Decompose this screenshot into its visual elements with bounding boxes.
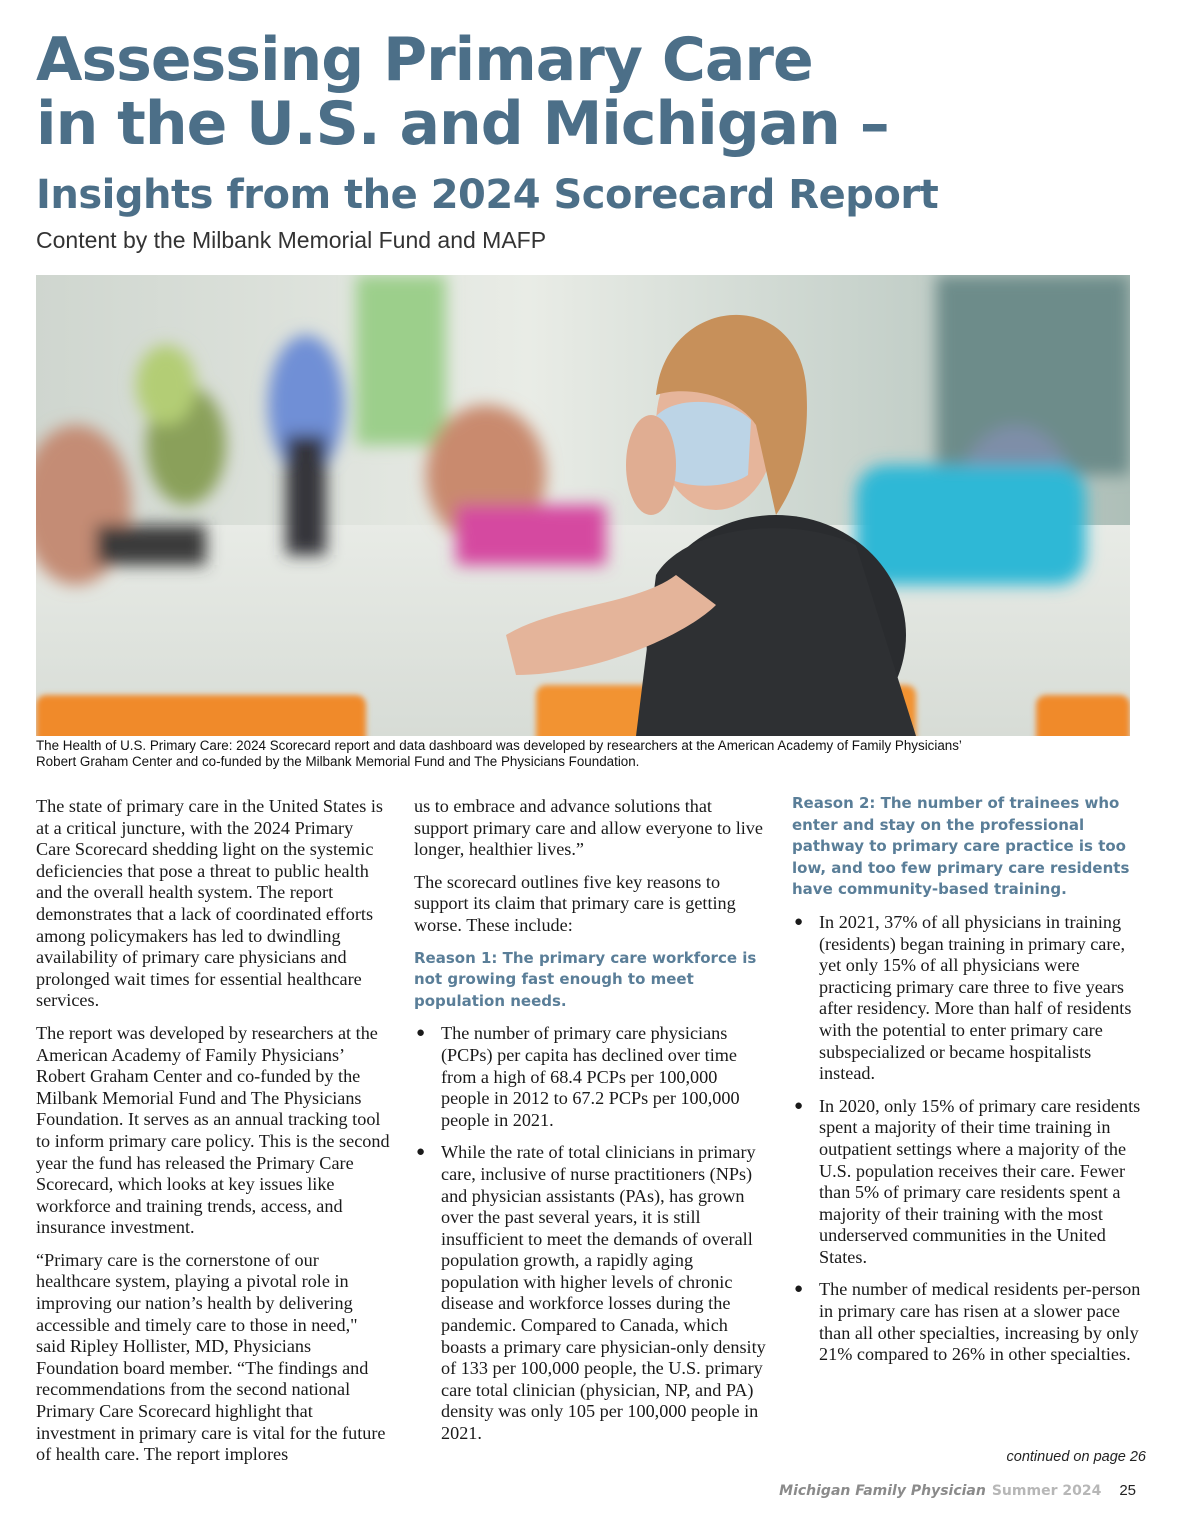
- bullet-dot: ●: [794, 1281, 804, 1298]
- magazine-name: Michigan Family Physician: [779, 1483, 986, 1499]
- column-3: [792, 796, 1148, 1377]
- paragraph-intro: The state of primary care in the United States is at a critical juncture, with the 2024 Primary Care Scorecard shedding light on the systemic deficiencies that pose a threat to public health and the overall health system. The report demonstrates that a lack of coordinated efforts among policymakers has led to dwindling availability of primary care physicians and prolonged wait times for essential healthcare services.: [36, 796, 383, 1011]
- waiting-room-photo: [36, 275, 1130, 736]
- paragraph-report: The report was developed by researchers at the American Academy of Family Physicians’ Robert Graham Center and co-funded by the Milbank Memorial Fund and The Physicians Foundation. It serves as an annual tracking tool to inform primary care policy. This is the second year the fund has released the Primary Care Scorecard, which looks at key issues like workforce and training trends, access, and insurance investment.: [36, 1022, 390, 1238]
- bullet-dot: ●: [794, 913, 804, 930]
- bullet-item: ● The number of medical residents per-person in primary care has risen at a slower pace than all other specialties, increasing by only 21% compared to 26% in other specialties.: [794, 1279, 1141, 1365]
- bullet-dot: ●: [416, 1144, 426, 1161]
- title-line-1: Assessing Primary Care: [36, 25, 813, 95]
- byline: Content by the Milbank Memorial Fund and MAFP: [36, 227, 547, 253]
- title-line-2: in the U.S. and Michigan –: [36, 89, 889, 159]
- photo-illustration: [36, 275, 1130, 736]
- bullet-dot: ●: [416, 1025, 426, 1042]
- article-subtitle: Insights from the 2024 Scorecard Report: [36, 172, 939, 218]
- reason-1-bullets: [414, 1023, 770, 1444]
- page-number: 25: [1119, 1482, 1136, 1499]
- paragraph-quote-end: us to embrace and advance solutions that support primary care and allow everyone to live longer, healthier lives.”: [414, 796, 763, 860]
- caption-line-2: Robert Graham Center and co-funded by the Milbank Memorial Fund and The Physicians Foundation.: [36, 754, 640, 769]
- reason-2-bullets: [792, 912, 1148, 1366]
- bullet-item: ● While the rate of total clinicians in primary care, inclusive of nurse practitioners (NPs) and physician assistants (PAs), has grown over the past several years, it is still insufficient to meet the demands of overall population growth, a rapidly aging population with higher levels of chronic disease and workforce losses during the pandemic. Compared to Canada, which boasts a primary care physician-only density of 133 per 100,000 people, the U.S. primary care total clinician (physician, NP, and PA) density was only 105 per 100,000 people in 2021.: [416, 1142, 766, 1444]
- paragraph-quote: “Primary care is the cornerstone of our healthcare system, playing a pivotal role in improving our nation’s health by delivering accessible and timely care to those in need," said Ripley Hollister, MD, Physicians Foundation board member. “The findings and recommendations from the second national Primary Care Scorecard highlight that investment in primary care is vital for the future of health care. The report implores: [36, 1249, 386, 1465]
- column-2: [414, 796, 770, 1456]
- bullet-item: ● In 2020, only 15% of primary care residents spent a majority of their time training in outpatient settings where a majority of the U.S. population receives their care. Fewer than 5% of primary care residents spent a majority of their training with the most underserved communities in the United States.: [794, 1095, 1141, 1267]
- continued-note: continued on page 26: [1006, 1449, 1146, 1465]
- reason-1-heading: Reason 1: The primary care workforce is not growing fast enough to meet population needs.: [414, 948, 757, 1010]
- photo-caption: [36, 738, 1136, 770]
- article-title: [36, 25, 889, 159]
- page-footer: [779, 1482, 1136, 1499]
- reason-2-heading: Reason 2: The number of trainees who enter and stay on the professional pathway to primary care practice is too low, and too few primary care residents have community-based training.: [792, 794, 1130, 899]
- caption-line-1: The Health of U.S. Primary Care: 2024 Scorecard report and data dashboard was developed by researchers at the American Academy of Family Physicians’: [36, 738, 962, 753]
- column-1: [36, 796, 390, 1477]
- paragraph-five-reasons: The scorecard outlines five key reasons to support its claim that primary care is getting worse. These include:: [414, 871, 736, 935]
- bullet-item: ● The number of primary care physicians (PCPs) per capita has declined over time from a high of 68.4 PCPs per 100,000 people in 2012 to 67.2 PCPs per 100,000 people in 2021.: [416, 1023, 740, 1130]
- issue-label: Summer 2024: [991, 1483, 1102, 1499]
- bullet-item: ● In 2021, 37% of all physicians in training (residents) began training in primary care, yet only 15% of all physicians were practicing primary care three to five years after residency. More than half of residents with the potential to enter primary care subspecialized or became hospitalists instead.: [794, 911, 1132, 1084]
- bullet-dot: ●: [794, 1097, 804, 1114]
